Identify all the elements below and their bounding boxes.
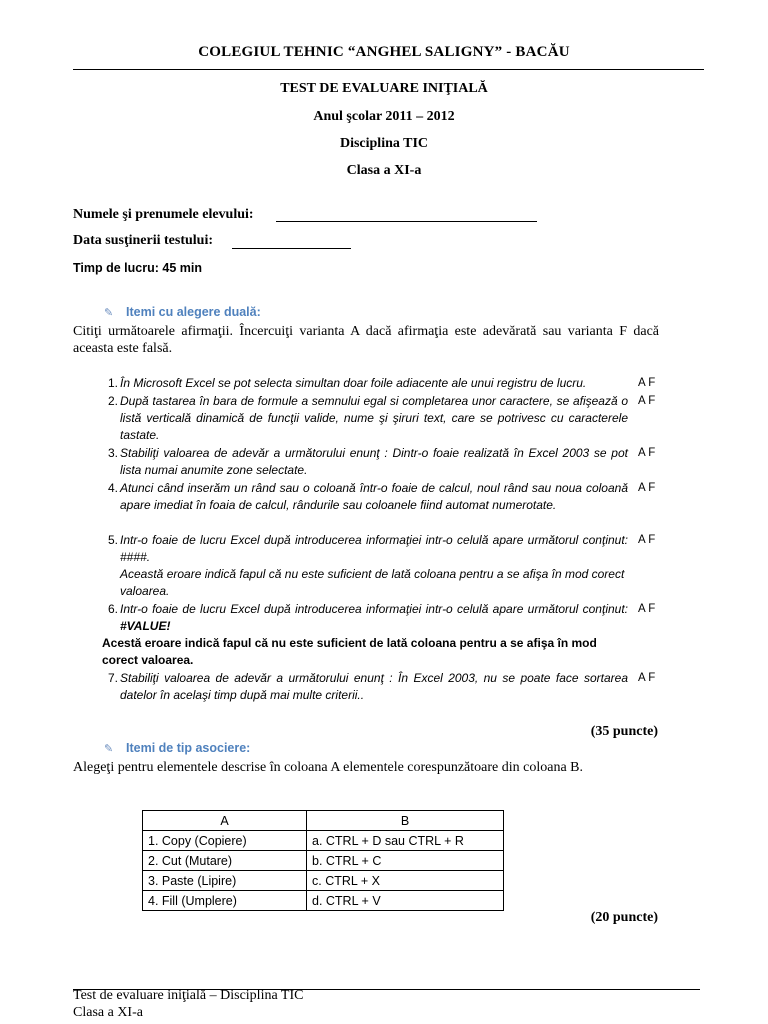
column-a-header: A: [143, 811, 307, 831]
item-text: Stabiliţi valoarea de adevăr a următorului enunţ : Dintr-o foaie realizată în Excel 2003 se pot lista numai anumite zone selectate.: [120, 446, 628, 477]
list-item: [100, 393, 660, 444]
header-divider: [73, 69, 704, 70]
answer-choices[interactable]: A F: [638, 447, 656, 459]
table-row: [143, 891, 504, 911]
table-cell: 2. Cut (Mutare): [143, 851, 307, 871]
list-item: [100, 670, 660, 704]
list-item: [100, 601, 660, 669]
footer-line-1: Test de evaluare iniţială – Disciplina TIC: [73, 988, 304, 1003]
item-text: [120, 601, 628, 635]
list-item: [100, 532, 660, 600]
answer-choices[interactable]: A F: [638, 395, 656, 407]
item-text: După tastarea în bara de formule a semnului egal si completarea unor caractere, se afişează o listă verticală dinamică de funcţii valide, nume şi şiruri text, care se potrivesc cu caracterele tastate.: [120, 394, 628, 442]
item-text: Atunci când inserăm un rând sau o coloană într-o foaie de calcul, noul rând sau noua coloană apare imediat în foaia de calcul, rândurile sau coloanele fiind automat numerotate.: [120, 481, 628, 512]
item-number: 6.: [107, 602, 118, 616]
section2-heading-text: Itemi de tip asociere:: [126, 741, 251, 755]
section1-instructions: Citiţi următoarele afirmaţii. Încercuiţi varianta A dacă afirmaţia este adevărată sau varianta F dacă aceasta este falsă.: [73, 324, 659, 356]
work-time: Timp de lucru: 45 min: [73, 261, 202, 275]
item-number: 2.: [107, 394, 118, 408]
item-number: 1.: [107, 376, 118, 390]
table-cell: c. CTRL + X: [307, 871, 504, 891]
item-text-body: Intr-o foaie de lucru Excel după introducerea informaţiei intr-o celulă apare următorul conţinut:: [120, 602, 628, 616]
list-item: [100, 375, 660, 392]
section2-heading: [104, 741, 250, 755]
section1-points: (35 puncte): [590, 724, 658, 739]
test-date-field[interactable]: [232, 248, 351, 249]
section1-heading: [104, 305, 261, 319]
class-level: Clasa a XI-a: [346, 163, 422, 178]
answer-choices[interactable]: A F: [638, 482, 656, 494]
table-cell: 3. Paste (Lipire): [143, 871, 307, 891]
discipline: Disciplina TIC: [339, 136, 429, 151]
school-name: COLEGIUL TEHNIC “ANGHEL SALIGNY” - BACĂU: [198, 44, 570, 60]
answer-choices[interactable]: A F: [638, 534, 656, 546]
pen-bullet-icon: ✎: [104, 743, 114, 755]
table-row: [143, 831, 504, 851]
item-number: 7.: [107, 671, 118, 685]
section1-heading-text: Itemi cu alegere duală:: [126, 305, 261, 319]
column-b-header: B: [307, 811, 504, 831]
table-cell: b. CTRL + C: [307, 851, 504, 871]
school-year: Anul şcolar 2011 – 2012: [313, 109, 455, 124]
item-text: Stabiliţi valoarea de adevăr a următorului enunţ : În Excel 2003, nu se poate face sortarea datelor în acelaşi timp după mai multe criterii..: [120, 671, 628, 702]
test-date-label: Data susţinerii testului:: [73, 233, 213, 248]
table-row: [143, 871, 504, 891]
item-number: 4.: [107, 481, 118, 495]
table-row: [143, 851, 504, 871]
association-table: [142, 810, 504, 911]
test-title: TEST DE EVALUARE INIŢIALĂ: [280, 81, 488, 96]
item-note: Acestă eroare indică fapul că nu este suficient de lată coloana pentru a se afişa în mod corect valoarea.: [102, 636, 597, 667]
footer-line-2: Clasa a XI-a: [73, 1005, 143, 1020]
item-text: În Microsoft Excel se pot selecta simultan doar foile adiacente ale unui registru de lucru.: [120, 376, 587, 390]
table-cell: a. CTRL + D sau CTRL + R: [307, 831, 504, 851]
table-cell: 4. Fill (Umplere): [143, 891, 307, 911]
table-cell: d. CTRL + V: [307, 891, 504, 911]
section2-points: (20 puncte): [590, 910, 658, 925]
table-cell: 1. Copy (Copiere): [143, 831, 307, 851]
answer-choices[interactable]: A F: [638, 377, 656, 389]
student-name-label: Numele şi prenumele elevului:: [73, 207, 254, 222]
table-header-row: [143, 811, 504, 831]
item-number: 3.: [107, 446, 118, 460]
answer-choices[interactable]: A F: [638, 603, 656, 615]
error-code: #VALUE!: [120, 619, 171, 633]
answer-choices[interactable]: A F: [638, 672, 656, 684]
student-name-field[interactable]: [276, 221, 537, 222]
list-item: [100, 445, 660, 479]
item-text: Intr-o foaie de lucru Excel după introducerea informaţiei intr-o celulă apare următorul conţinut: ####.: [120, 533, 628, 564]
pen-bullet-icon: ✎: [104, 307, 114, 319]
list-item: [100, 480, 660, 531]
item-note: Această eroare indică fapul că nu este suficient de lată coloana pentru a se afişa în mod corect valoarea.: [120, 567, 625, 598]
item-number: 5.: [107, 533, 118, 547]
section2-instructions: Alegeţi pentru elementele descrise în coloana A elementele corespunzătoare din coloana B.: [73, 760, 584, 775]
